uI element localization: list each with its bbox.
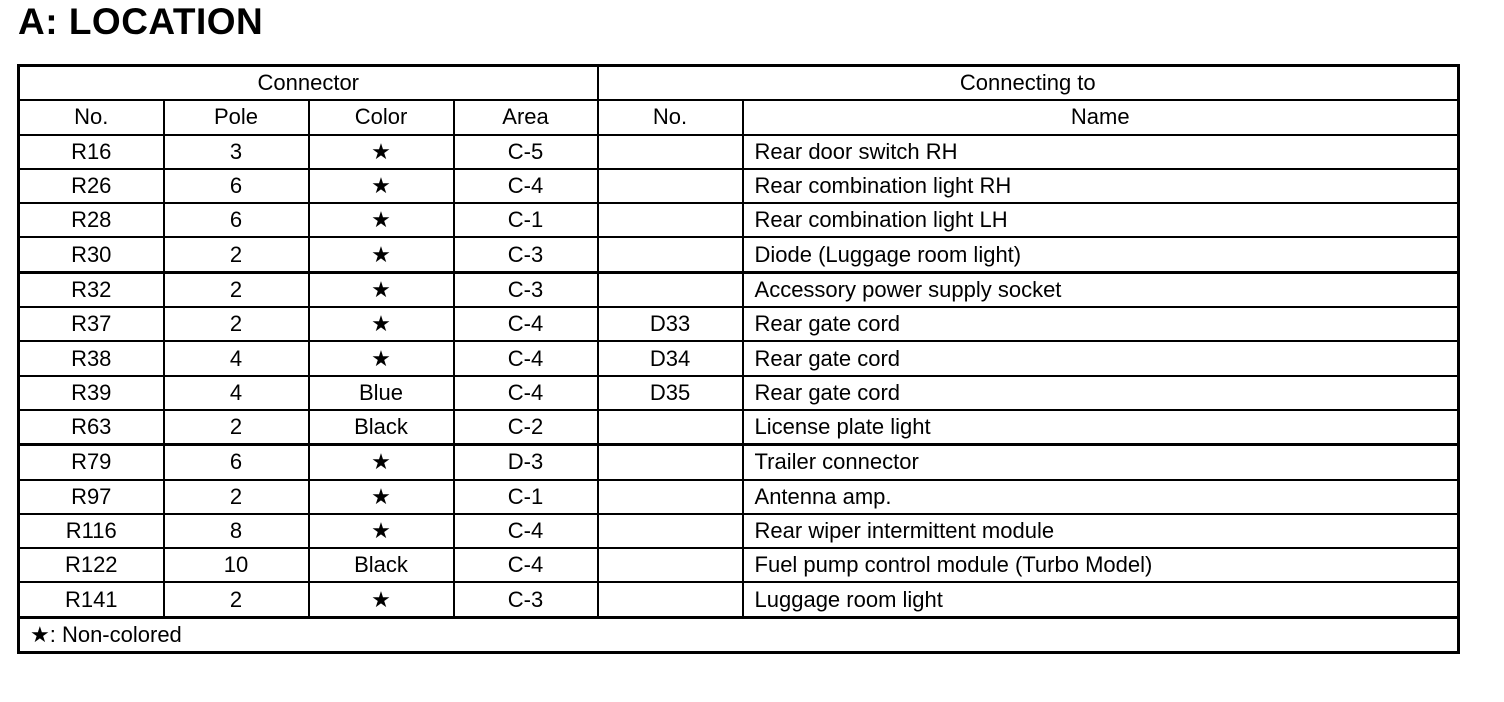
cell-conn-no [598, 203, 743, 237]
cell-conn-no [598, 169, 743, 203]
cell-area: C-3 [454, 582, 598, 617]
cell-pole: 3 [164, 135, 309, 169]
cell-name: License plate light [743, 410, 1459, 445]
cell-color: ★ [309, 307, 454, 341]
cell-conn-no [598, 548, 743, 582]
cell-no: R79 [19, 445, 164, 480]
cell-name: Rear door switch RH [743, 135, 1459, 169]
table-row [19, 445, 1459, 480]
cell-area: C-3 [454, 237, 598, 272]
cell-pole: 6 [164, 203, 309, 237]
header-area: Area [454, 100, 598, 134]
cell-pole: 4 [164, 341, 309, 375]
header-no: No. [19, 100, 164, 134]
cell-color: ★ [309, 169, 454, 203]
cell-pole: 2 [164, 307, 309, 341]
cell-name: Luggage room light [743, 582, 1459, 617]
table-row [19, 307, 1459, 341]
cell-conn-no: D35 [598, 376, 743, 410]
cell-area: D-3 [454, 445, 598, 480]
cell-area: C-4 [454, 169, 598, 203]
table-body [19, 135, 1459, 618]
cell-color: ★ [309, 341, 454, 375]
cell-color: ★ [309, 514, 454, 548]
cell-no: R97 [19, 480, 164, 514]
cell-conn-no [598, 272, 743, 307]
header-pole: Pole [164, 100, 309, 134]
header-color: Color [309, 100, 454, 134]
cell-area: C-4 [454, 341, 598, 375]
cell-pole: 6 [164, 445, 309, 480]
cell-pole: 4 [164, 376, 309, 410]
header-row-group [19, 66, 1459, 101]
location-table [17, 64, 1460, 654]
cell-no: R122 [19, 548, 164, 582]
cell-color: Black [309, 410, 454, 445]
footnote: ★: Non-colored [19, 617, 1459, 652]
footnote-row [19, 617, 1459, 652]
cell-no: R26 [19, 169, 164, 203]
cell-area: C-4 [454, 307, 598, 341]
cell-name: Fuel pump control module (Turbo Model) [743, 548, 1459, 582]
cell-name: Rear wiper intermittent module [743, 514, 1459, 548]
cell-name: Rear gate cord [743, 376, 1459, 410]
cell-color: ★ [309, 272, 454, 307]
cell-area: C-3 [454, 272, 598, 307]
cell-area: C-1 [454, 203, 598, 237]
cell-no: R63 [19, 410, 164, 445]
cell-area: C-4 [454, 514, 598, 548]
cell-no: R39 [19, 376, 164, 410]
cell-color: ★ [309, 237, 454, 272]
cell-no: R141 [19, 582, 164, 617]
table-row [19, 169, 1459, 203]
cell-pole: 2 [164, 480, 309, 514]
cell-no: R16 [19, 135, 164, 169]
table-row [19, 410, 1459, 445]
cell-area: C-4 [454, 376, 598, 410]
table-row [19, 272, 1459, 307]
cell-no: R32 [19, 272, 164, 307]
cell-name: Accessory power supply socket [743, 272, 1459, 307]
cell-color: Blue [309, 376, 454, 410]
cell-area: C-1 [454, 480, 598, 514]
cell-no: R37 [19, 307, 164, 341]
cell-conn-no [598, 582, 743, 617]
cell-color: Black [309, 548, 454, 582]
cell-no: R116 [19, 514, 164, 548]
cell-name: Rear gate cord [743, 307, 1459, 341]
header-connector: Connector [19, 66, 598, 101]
cell-conn-no [598, 445, 743, 480]
header-connecting-to: Connecting to [598, 66, 1459, 101]
cell-color: ★ [309, 445, 454, 480]
header-conn-no: No. [598, 100, 743, 134]
cell-area: C-5 [454, 135, 598, 169]
table-row [19, 514, 1459, 548]
table-row [19, 480, 1459, 514]
cell-name: Rear gate cord [743, 341, 1459, 375]
cell-conn-no: D34 [598, 341, 743, 375]
cell-area: C-4 [454, 548, 598, 582]
table-row [19, 135, 1459, 169]
cell-no: R30 [19, 237, 164, 272]
cell-area: C-2 [454, 410, 598, 445]
cell-name: Diode (Luggage room light) [743, 237, 1459, 272]
cell-color: ★ [309, 582, 454, 617]
header-name: Name [743, 100, 1459, 134]
cell-pole: 2 [164, 237, 309, 272]
cell-no: R28 [19, 203, 164, 237]
cell-conn-no: D33 [598, 307, 743, 341]
cell-pole: 2 [164, 410, 309, 445]
cell-name: Rear combination light LH [743, 203, 1459, 237]
table-row [19, 376, 1459, 410]
table-row [19, 203, 1459, 237]
cell-pole: 2 [164, 582, 309, 617]
header-row-columns [19, 100, 1459, 134]
cell-conn-no [598, 135, 743, 169]
cell-pole: 8 [164, 514, 309, 548]
cell-conn-no [598, 410, 743, 445]
cell-no: R38 [19, 341, 164, 375]
table-row [19, 548, 1459, 582]
cell-conn-no [598, 480, 743, 514]
cell-pole: 2 [164, 272, 309, 307]
table-row [19, 341, 1459, 375]
cell-color: ★ [309, 480, 454, 514]
cell-pole: 6 [164, 169, 309, 203]
cell-color: ★ [309, 135, 454, 169]
cell-pole: 10 [164, 548, 309, 582]
cell-name: Trailer connector [743, 445, 1459, 480]
cell-conn-no [598, 514, 743, 548]
cell-conn-no [598, 237, 743, 272]
table-row [19, 237, 1459, 272]
cell-name: Antenna amp. [743, 480, 1459, 514]
page-title: A: LOCATION [18, 1, 264, 42]
cell-name: Rear combination light RH [743, 169, 1459, 203]
table-row [19, 582, 1459, 617]
cell-color: ★ [309, 203, 454, 237]
